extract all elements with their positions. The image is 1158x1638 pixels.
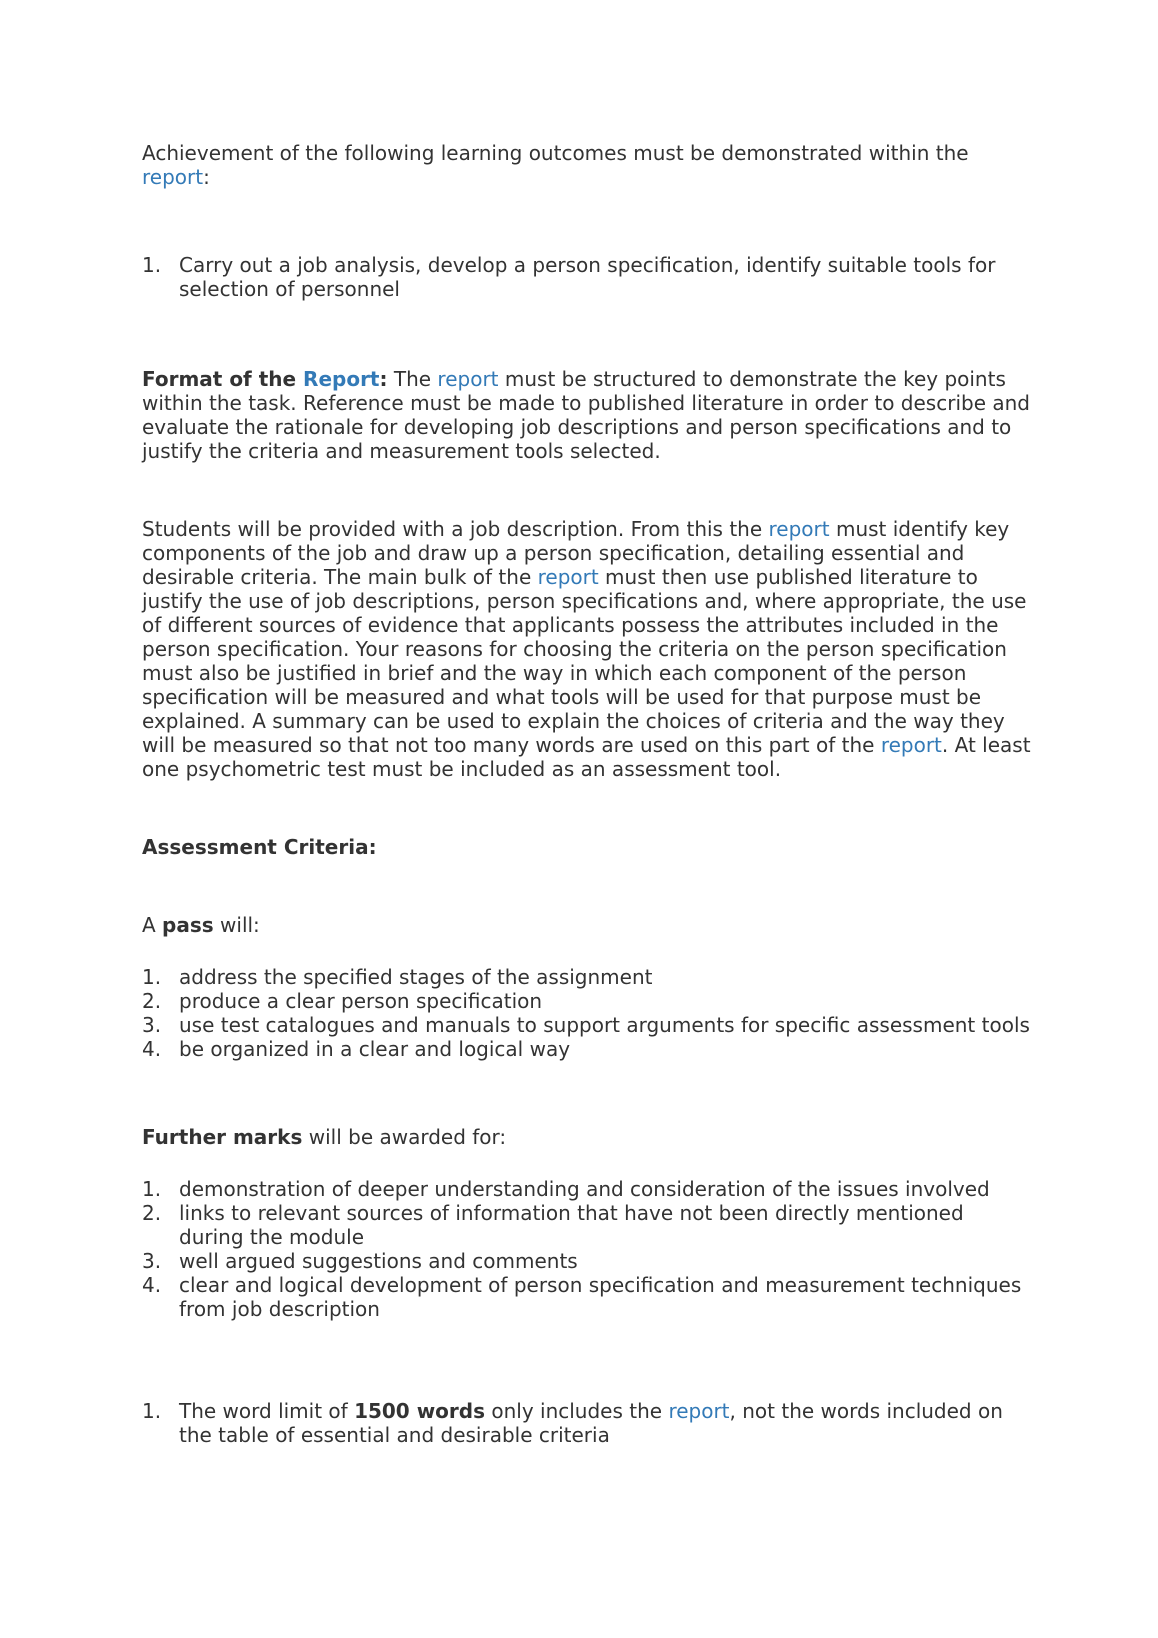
list-item — [142, 1037, 1032, 1061]
list-item — [142, 1201, 1032, 1249]
list-number: 1. — [142, 253, 162, 277]
list-item-text: use test catalogues and manuals to support arguments for specific assessment tools — [179, 1013, 1030, 1037]
list-item — [142, 989, 1032, 1013]
list-number: 1. — [142, 1177, 162, 1201]
word-limit-bold: 1500 words — [354, 1399, 485, 1423]
students-text: . At least one psychometric test must be included as an assessment tool. — [142, 733, 1031, 781]
report-link[interactable]: report — [668, 1399, 730, 1423]
document-page — [142, 141, 1032, 1447]
list-item — [142, 965, 1032, 989]
students-paragraph — [142, 517, 1032, 781]
list-item — [142, 1273, 1032, 1321]
list-item — [142, 1249, 1032, 1273]
learning-outcomes-list — [142, 253, 1032, 301]
report-link[interactable]: report — [880, 733, 942, 757]
list-number: 3. — [142, 1013, 162, 1037]
word-limit-text: The word limit of — [179, 1399, 355, 1423]
list-number: 4. — [142, 1273, 162, 1297]
further-marks-list — [142, 1177, 1032, 1321]
list-item: 1. The word limit of 1500 words only includes the report, not the words included on the table of essential and desirable criteria — [142, 1399, 1003, 1447]
list-number: 2. — [142, 989, 162, 1013]
list-item-text: demonstration of deeper understanding and consideration of the issues involved — [179, 1177, 990, 1201]
students-text: must then use published literature to justify the use of job descriptions, person specifications and, where appropriate, the use of different sources of evidence that applicants possess the attributes included in the person specification. Your reasons for choosing the criteria on the person specification must also be justified in brief and the way in which each component of the person specification will be measured and what tools will be used for that purpose must be explained. A summary can be used to explain the choices of criteria and the way they will be measured so that not too many words are used on this part of the — [142, 565, 1027, 757]
list-item-text: clear and logical development of person specification and measurement techniques from job description — [179, 1273, 1022, 1321]
intro-colon: : — [203, 165, 210, 189]
list-item-text: Carry out a job analysis, develop a person specification, identify suitable tools for selection of personnel — [179, 253, 996, 301]
list-item-text: links to relevant sources of information that have not been directly mentioned during the module — [179, 1201, 964, 1249]
list-number: 3. — [142, 1249, 162, 1273]
pass-intro: A pass will: — [142, 913, 260, 937]
format-text: The — [387, 367, 438, 391]
list-item — [142, 1177, 1032, 1201]
pass-criteria-list — [142, 965, 1032, 1061]
list-number: 1. — [142, 1399, 162, 1423]
report-heading-link[interactable]: Report — [303, 367, 380, 391]
further-marks-intro: Further marks will be awarded for: — [142, 1125, 507, 1149]
list-item-text: be organized in a clear and logical way — [179, 1037, 571, 1061]
list-number: 2. — [142, 1201, 162, 1225]
format-text: must be structured to demonstrate the key points within the task. Reference must be made to published literature in order to describe and evaluate the rationale for developing job descriptions and person specifications and to justify the criteria and measurement tools selected. — [142, 367, 1030, 463]
assessment-criteria-heading: Assessment Criteria: — [142, 835, 377, 859]
list-item — [142, 253, 1032, 301]
report-link[interactable]: report — [768, 517, 830, 541]
format-paragraph — [142, 367, 1032, 463]
report-link[interactable]: report — [537, 565, 599, 589]
report-link[interactable]: report — [142, 165, 204, 189]
pass-bold: pass — [162, 913, 214, 937]
list-item — [142, 1013, 1032, 1037]
word-limit-list — [142, 1399, 1032, 1447]
list-number: 1. — [142, 965, 162, 989]
list-item-text: address the specified stages of the assignment — [179, 965, 653, 989]
list-item-text: well argued suggestions and comments — [179, 1249, 578, 1273]
list-item-text: produce a clear person specification — [179, 989, 543, 1013]
format-label-colon: : — [379, 367, 388, 391]
report-link[interactable]: report — [437, 367, 499, 391]
intro-paragraph — [142, 141, 1032, 189]
students-text: Students will be provided with a job description. From this the — [142, 517, 769, 541]
students-text: must identify key components of the job and draw up a person specification, detailing essential and desirable criteria. The main bulk of the — [142, 517, 1010, 589]
further-bold: Further marks — [142, 1125, 303, 1149]
format-label: Format of the — [142, 367, 304, 391]
list-number: 4. — [142, 1037, 162, 1061]
intro-text: Achievement of the following learning outcomes must be demonstrated within the — [142, 141, 969, 165]
